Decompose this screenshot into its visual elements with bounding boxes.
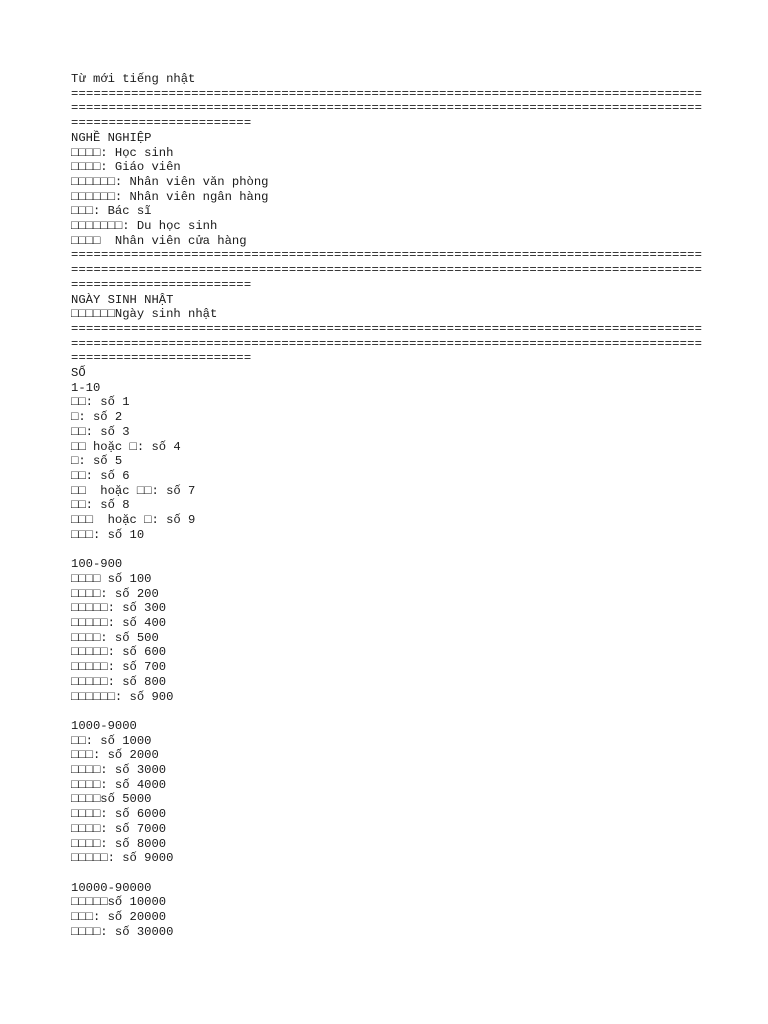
vocab-line: □□□□□: số 300 <box>71 601 167 616</box>
vocab-line: □□□□□: số 800 <box>71 674 167 689</box>
vocab-line: □□□□: Học sinh <box>71 145 174 160</box>
separator-line: ==================================================================================== <box>71 263 703 278</box>
section-heading-birthday: NGÀY SINH NHẬT <box>71 292 174 307</box>
separator-line: ==================================================================================== <box>71 248 703 263</box>
vocab-line: □□□□ Nhân viên cửa hàng <box>71 233 247 248</box>
vocab-line: □□□ hoặc □: số 9 <box>71 513 196 528</box>
vocab-line: □□ hoặc □□: số 7 <box>71 483 196 498</box>
vocab-line: □□□□□: số 400 <box>71 616 167 630</box>
vocab-line: □□□: Bác sĩ <box>71 204 152 219</box>
number-group-label: 1-10 <box>71 380 101 395</box>
number-group-label: 10000-90000 <box>71 880 152 895</box>
separator-line: ======================== <box>71 116 252 131</box>
separator-line: ======================== <box>71 277 252 292</box>
document-page <box>71 72 711 939</box>
vocab-line: □□□□: số 30000 <box>71 924 174 939</box>
vocab-line: □□: số 3 <box>71 424 130 439</box>
vocab-line: □: số 5 <box>71 454 123 469</box>
vocab-line: □□□□: số 200 <box>71 586 159 601</box>
vocab-line: □□□□: số 8000 <box>71 836 167 851</box>
vocab-line: □: số 2 <box>71 410 123 425</box>
separator-line: ==================================================================================== <box>71 86 703 101</box>
vocab-line: □□□□: số 500 <box>71 630 159 645</box>
vocab-line: □□: số 1000 <box>71 733 152 748</box>
separator-line: ==================================================================================== <box>71 101 703 116</box>
vocab-line: □□: số 1 <box>71 395 130 410</box>
vocab-line: □□□□ số 100 <box>71 571 152 586</box>
vocab-line: □□ hoặc □: số 4 <box>71 439 181 454</box>
vocab-line: □□□□□□: số 900 <box>71 689 174 704</box>
vocab-line: □□□□□: số 9000 <box>71 851 174 866</box>
section-heading-occupation: NGHỀ NGHIỆP <box>71 130 152 145</box>
vocab-line: □□□□: Giáo viên <box>71 160 181 175</box>
section-heading-numbers: SỐ <box>71 366 86 381</box>
vocab-line: □□□□□□□: Du học sinh <box>71 219 218 234</box>
separator-line: ==================================================================================== <box>71 321 703 336</box>
vocab-line: □□□□: số 4000 <box>71 777 167 792</box>
blank-line <box>71 704 711 719</box>
blank-line <box>71 866 711 881</box>
vocab-line: □□: số 8 <box>71 498 130 513</box>
vocab-line: □□□□□□Ngày sinh nhật <box>71 307 218 322</box>
vocab-line: □□□: số 2000 <box>71 748 159 763</box>
vocab-line: □□□□: số 6000 <box>71 807 167 822</box>
blank-line <box>71 543 711 558</box>
vocab-line: □□□□□□: Nhân viên văn phòng <box>71 174 269 189</box>
vocab-line: □□□: số 10 <box>71 527 145 542</box>
vocab-line: □□□□□: số 600 <box>71 645 167 660</box>
vocab-line: □□□□số 5000 <box>71 792 152 807</box>
vocab-line: □□□□: số 7000 <box>71 821 167 836</box>
vocab-line: □□□□: số 3000 <box>71 763 167 778</box>
vocab-line: □□□□□□: Nhân viên ngân hàng <box>71 189 269 204</box>
separator-line: ======================== <box>71 351 252 366</box>
document-title: Từ mới tiếng nhật <box>71 72 196 86</box>
vocab-line: □□□□□số 10000 <box>71 895 167 910</box>
vocab-line: □□□□□: số 700 <box>71 660 167 675</box>
separator-line: ==================================================================================== <box>71 336 703 351</box>
vocab-line: □□: số 6 <box>71 468 130 483</box>
number-group-label: 1000-9000 <box>71 718 137 733</box>
vocab-line: □□□: số 20000 <box>71 910 167 925</box>
number-group-label: 100-900 <box>71 557 123 572</box>
